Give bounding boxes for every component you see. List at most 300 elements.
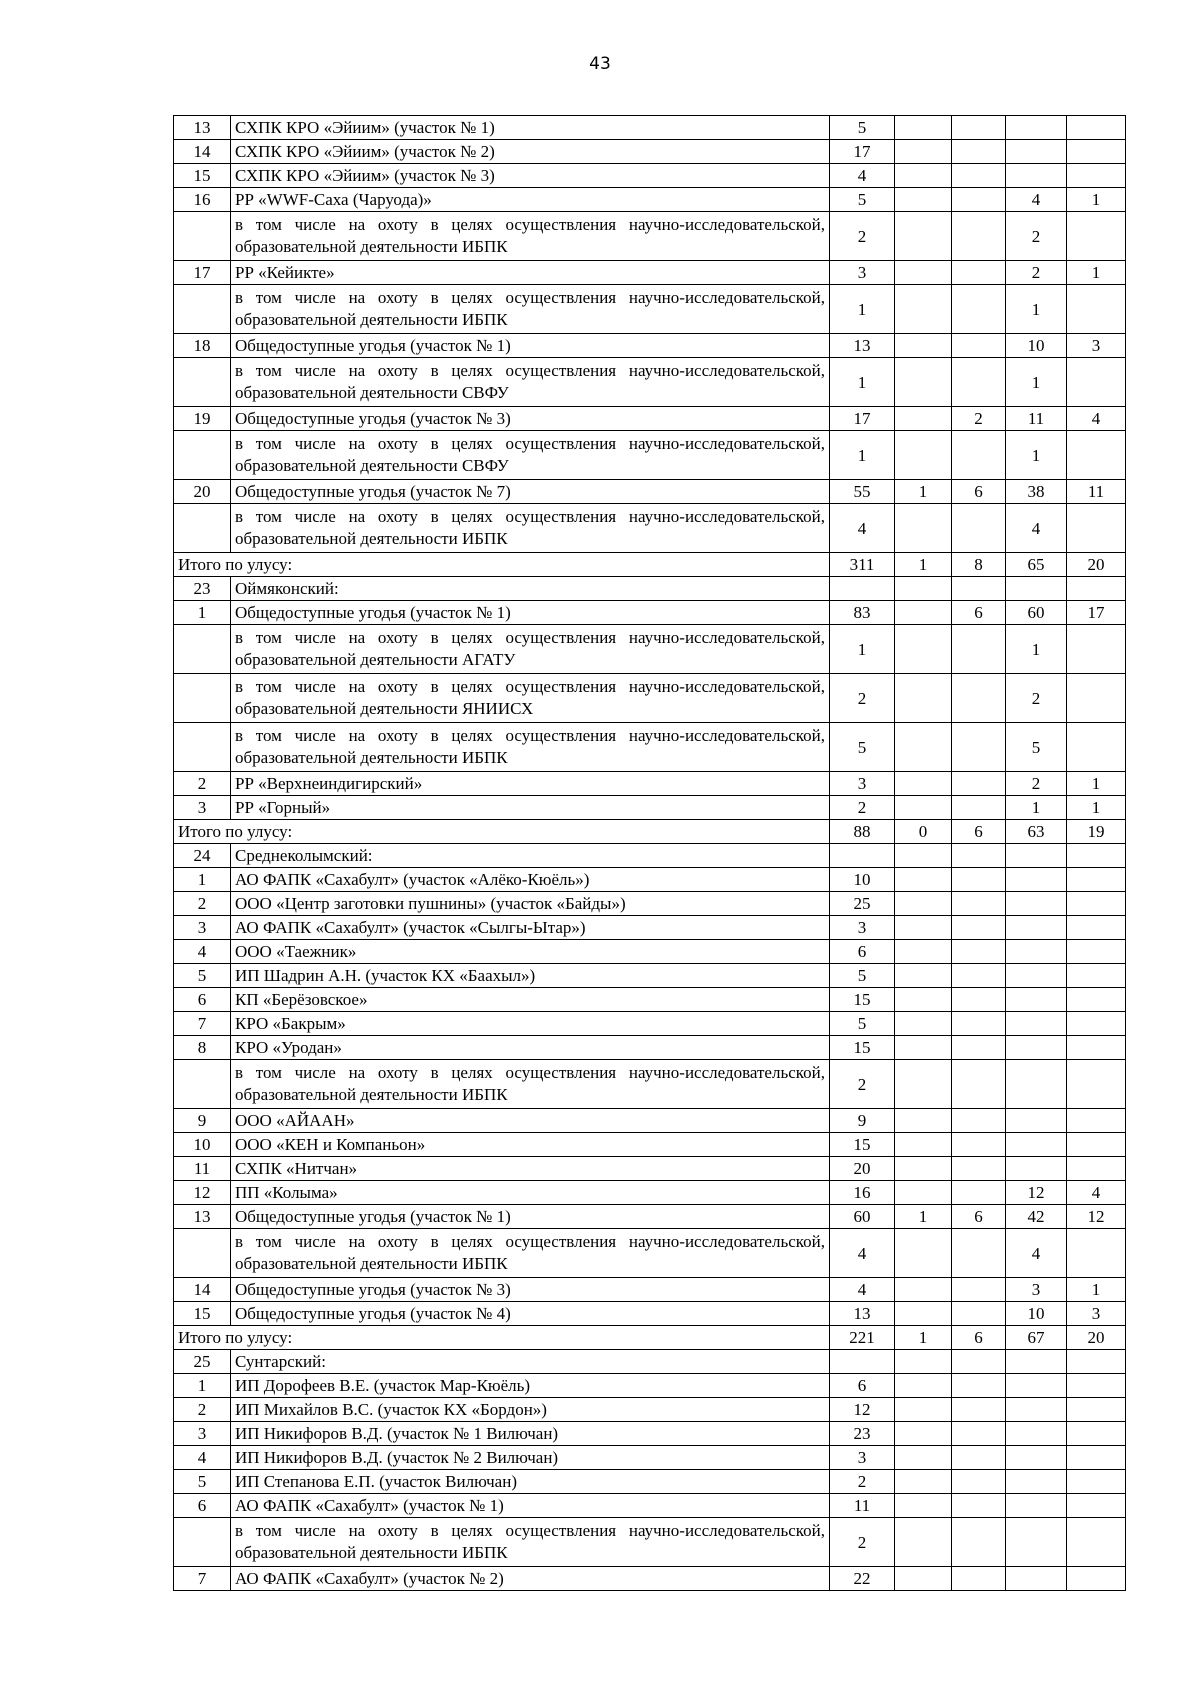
row-name: ИП Михайлов В.С. (участок КХ «Бордон»)	[231, 1398, 830, 1422]
value-cell-5: 12	[1067, 1205, 1126, 1229]
page-number: 43	[589, 54, 611, 74]
value-cell-1: 1	[830, 358, 895, 407]
row-number: 13	[174, 116, 231, 140]
value-cell-3	[952, 796, 1006, 820]
value-cell-5	[1067, 988, 1126, 1012]
row-number: 15	[174, 164, 231, 188]
table-row	[174, 1278, 1126, 1302]
value-cell-4: 12	[1006, 1181, 1067, 1205]
value-cell-3	[952, 1181, 1006, 1205]
value-cell-3	[952, 334, 1006, 358]
value-cell-2	[895, 188, 952, 212]
value-cell-3	[952, 988, 1006, 1012]
value-cell-3: 6	[952, 1326, 1006, 1350]
table-row	[174, 164, 1126, 188]
sub-row	[174, 1229, 1126, 1278]
value-cell-5	[1067, 431, 1126, 480]
value-cell-1: 4	[830, 1278, 895, 1302]
quota-table	[173, 115, 1126, 1591]
row-number: 15	[174, 1302, 231, 1326]
value-cell-4: 4	[1006, 1229, 1067, 1278]
value-cell-1: 5	[830, 1012, 895, 1036]
value-cell-1: 13	[830, 334, 895, 358]
value-cell-5	[1067, 916, 1126, 940]
value-cell-2: 1	[895, 1205, 952, 1229]
value-cell-5	[1067, 1036, 1126, 1060]
value-cell-3	[952, 1278, 1006, 1302]
table-row	[174, 940, 1126, 964]
value-cell-3	[952, 1494, 1006, 1518]
row-number: 24	[174, 844, 231, 868]
row-name: Общедоступные угодья (участок № 3)	[231, 407, 830, 431]
row-name: Общедоступные угодья (участок № 1)	[231, 334, 830, 358]
value-cell-1: 15	[830, 988, 895, 1012]
table-row	[174, 334, 1126, 358]
row-number: 6	[174, 988, 231, 1012]
value-cell-2	[895, 116, 952, 140]
value-cell-4: 10	[1006, 1302, 1067, 1326]
sub-description: в том числе на охоту в целях осуществления научно-исследовательской, образовательной деятельности ИБПК	[231, 285, 830, 334]
value-cell-3	[952, 577, 1006, 601]
row-name: СХПК КРО «Эйиим» (участок № 1)	[231, 116, 830, 140]
value-cell-5	[1067, 1446, 1126, 1470]
value-cell-1: 2	[830, 212, 895, 261]
value-cell-1: 2	[830, 1470, 895, 1494]
value-cell-5	[1067, 1518, 1126, 1567]
value-cell-3	[952, 723, 1006, 772]
row-name: ИП Никифоров В.Д. (участок № 1 Вилючан)	[231, 1422, 830, 1446]
row-name: ООО «АЙААН»	[231, 1109, 830, 1133]
value-cell-2	[895, 1398, 952, 1422]
row-name: ИП Шадрин А.Н. (участок КХ «Баахыл»)	[231, 964, 830, 988]
sub-row	[174, 723, 1126, 772]
value-cell-4	[1006, 892, 1067, 916]
value-cell-1: 4	[830, 504, 895, 553]
value-cell-5	[1067, 1567, 1126, 1591]
value-cell-5	[1067, 1494, 1126, 1518]
value-cell-2	[895, 772, 952, 796]
row-number: 2	[174, 892, 231, 916]
value-cell-5	[1067, 116, 1126, 140]
total-row	[174, 1326, 1126, 1350]
row-number: 25	[174, 1350, 231, 1374]
row-name: Общедоступные угодья (участок № 1)	[231, 601, 830, 625]
value-cell-3: 6	[952, 820, 1006, 844]
value-cell-1: 4	[830, 164, 895, 188]
table-row	[174, 868, 1126, 892]
value-cell-1: 2	[830, 796, 895, 820]
table-row	[174, 601, 1126, 625]
value-cell-3: 8	[952, 553, 1006, 577]
sub-description: в том числе на охоту в целях осуществления научно-исследовательской, образовательной деятельности АГАТУ	[231, 625, 830, 674]
value-cell-2	[895, 892, 952, 916]
value-cell-4: 4	[1006, 504, 1067, 553]
row-number: 11	[174, 1157, 231, 1181]
row-number: 4	[174, 940, 231, 964]
sub-description: в том числе на охоту в целях осуществления научно-исследовательской, образовательной деятельности ИБПК	[231, 723, 830, 772]
value-cell-1: 17	[830, 140, 895, 164]
value-cell-4	[1006, 988, 1067, 1012]
table-row	[174, 1446, 1126, 1470]
value-cell-5	[1067, 674, 1126, 723]
row-number: 1	[174, 868, 231, 892]
row-name: ИП Степанова Е.П. (участок Вилючан)	[231, 1470, 830, 1494]
value-cell-3	[952, 1470, 1006, 1494]
value-cell-4	[1006, 1374, 1067, 1398]
row-number: 17	[174, 261, 231, 285]
value-cell-1: 16	[830, 1181, 895, 1205]
value-cell-4: 3	[1006, 1278, 1067, 1302]
value-cell-5	[1067, 358, 1126, 407]
value-cell-4	[1006, 964, 1067, 988]
value-cell-1: 5	[830, 964, 895, 988]
table-row	[174, 407, 1126, 431]
value-cell-4	[1006, 1036, 1067, 1060]
value-cell-1: 5	[830, 116, 895, 140]
value-cell-4	[1006, 116, 1067, 140]
total-label: Итого по улусу:	[174, 1326, 830, 1350]
value-cell-3: 2	[952, 407, 1006, 431]
value-cell-5: 1	[1067, 772, 1126, 796]
sub-description: в том числе на охоту в целях осуществления научно-исследовательской, образовательной деятельности ИБПК	[231, 212, 830, 261]
row-number	[174, 1060, 231, 1109]
value-cell-4: 2	[1006, 261, 1067, 285]
value-cell-2	[895, 431, 952, 480]
value-cell-5: 1	[1067, 796, 1126, 820]
value-cell-5	[1067, 285, 1126, 334]
value-cell-2	[895, 1060, 952, 1109]
value-cell-3	[952, 116, 1006, 140]
value-cell-3	[952, 1518, 1006, 1567]
value-cell-1: 15	[830, 1133, 895, 1157]
row-number: 5	[174, 964, 231, 988]
value-cell-5	[1067, 1060, 1126, 1109]
sub-description: в том числе на охоту в целях осуществления научно-исследовательской, образовательной деятельности ИБПК	[231, 504, 830, 553]
table-row	[174, 1398, 1126, 1422]
table-row	[174, 1302, 1126, 1326]
value-cell-1: 9	[830, 1109, 895, 1133]
value-cell-2	[895, 212, 952, 261]
row-number	[174, 723, 231, 772]
value-cell-5	[1067, 164, 1126, 188]
total-row	[174, 553, 1126, 577]
value-cell-5: 11	[1067, 480, 1126, 504]
value-cell-4: 65	[1006, 553, 1067, 577]
value-cell-2: 0	[895, 820, 952, 844]
total-label: Итого по улусу:	[174, 553, 830, 577]
value-cell-3	[952, 844, 1006, 868]
row-name: ИП Никифоров В.Д. (участок № 2 Вилючан)	[231, 1446, 830, 1470]
value-cell-1: 20	[830, 1157, 895, 1181]
value-cell-5: 4	[1067, 1181, 1126, 1205]
value-cell-4: 11	[1006, 407, 1067, 431]
value-cell-5	[1067, 1470, 1126, 1494]
value-cell-3: 6	[952, 480, 1006, 504]
sub-row	[174, 1518, 1126, 1567]
row-name: ООО «КЕН и Компаньон»	[231, 1133, 830, 1157]
row-number: 6	[174, 1494, 231, 1518]
value-cell-1: 13	[830, 1302, 895, 1326]
value-cell-3	[952, 1060, 1006, 1109]
value-cell-2	[895, 1157, 952, 1181]
value-cell-1: 5	[830, 188, 895, 212]
sub-description: в том числе на охоту в целях осуществления научно-исследовательской, образовательной деятельности СВФУ	[231, 358, 830, 407]
value-cell-3	[952, 940, 1006, 964]
value-cell-4	[1006, 1518, 1067, 1567]
row-number: 8	[174, 1036, 231, 1060]
value-cell-2	[895, 1036, 952, 1060]
value-cell-5	[1067, 868, 1126, 892]
value-cell-4: 10	[1006, 334, 1067, 358]
value-cell-5	[1067, 1229, 1126, 1278]
value-cell-2	[895, 916, 952, 940]
value-cell-2: 1	[895, 1326, 952, 1350]
value-cell-3	[952, 625, 1006, 674]
value-cell-4	[1006, 1157, 1067, 1181]
value-cell-4	[1006, 1470, 1067, 1494]
row-number: 3	[174, 916, 231, 940]
value-cell-5: 4	[1067, 407, 1126, 431]
value-cell-2	[895, 940, 952, 964]
value-cell-5	[1067, 577, 1126, 601]
sub-row	[174, 285, 1126, 334]
value-cell-4: 4	[1006, 188, 1067, 212]
value-cell-1: 25	[830, 892, 895, 916]
value-cell-3	[952, 212, 1006, 261]
value-cell-4	[1006, 916, 1067, 940]
value-cell-2	[895, 1446, 952, 1470]
value-cell-1: 1	[830, 431, 895, 480]
value-cell-1: 4	[830, 1229, 895, 1278]
value-cell-1: 83	[830, 601, 895, 625]
row-number: 20	[174, 480, 231, 504]
sub-description: в том числе на охоту в целях осуществления научно-исследовательской, образовательной деятельности ИБПК	[231, 1229, 830, 1278]
value-cell-1: 60	[830, 1205, 895, 1229]
value-cell-2	[895, 504, 952, 553]
value-cell-1: 3	[830, 772, 895, 796]
value-cell-4: 42	[1006, 1205, 1067, 1229]
value-cell-2	[895, 964, 952, 988]
value-cell-3	[952, 1229, 1006, 1278]
value-cell-4	[1006, 1133, 1067, 1157]
row-name: Сунтарский:	[231, 1350, 830, 1374]
value-cell-4	[1006, 1109, 1067, 1133]
row-number	[174, 431, 231, 480]
table-row	[174, 1133, 1126, 1157]
row-number: 9	[174, 1109, 231, 1133]
table-row	[174, 1567, 1126, 1591]
value-cell-1: 2	[830, 674, 895, 723]
row-number	[174, 212, 231, 261]
table-row	[174, 188, 1126, 212]
row-number: 23	[174, 577, 231, 601]
value-cell-2	[895, 140, 952, 164]
table-row	[174, 577, 1126, 601]
row-name: СХПК КРО «Эйиим» (участок № 3)	[231, 164, 830, 188]
value-cell-2	[895, 988, 952, 1012]
value-cell-4: 60	[1006, 601, 1067, 625]
value-cell-4	[1006, 1494, 1067, 1518]
value-cell-5	[1067, 892, 1126, 916]
value-cell-3	[952, 1133, 1006, 1157]
value-cell-5: 3	[1067, 1302, 1126, 1326]
table-row	[174, 964, 1126, 988]
value-cell-3	[952, 164, 1006, 188]
row-name: РР «Горный»	[231, 796, 830, 820]
value-cell-4: 1	[1006, 625, 1067, 674]
row-number: 10	[174, 1133, 231, 1157]
value-cell-4: 1	[1006, 285, 1067, 334]
value-cell-1: 6	[830, 940, 895, 964]
value-cell-1: 6	[830, 1374, 895, 1398]
value-cell-5	[1067, 1157, 1126, 1181]
value-cell-4	[1006, 1060, 1067, 1109]
row-name: ИП Дорофеев В.Е. (участок Мар-Кюёль)	[231, 1374, 830, 1398]
row-number	[174, 285, 231, 334]
value-cell-5	[1067, 1350, 1126, 1374]
value-cell-3: 6	[952, 601, 1006, 625]
row-number	[174, 358, 231, 407]
value-cell-5: 19	[1067, 820, 1126, 844]
row-name: Общедоступные угодья (участок № 1)	[231, 1205, 830, 1229]
value-cell-2	[895, 1567, 952, 1591]
row-name: РР «Кейикте»	[231, 261, 830, 285]
value-cell-2	[895, 723, 952, 772]
value-cell-4: 67	[1006, 1326, 1067, 1350]
value-cell-4	[1006, 868, 1067, 892]
row-number	[174, 504, 231, 553]
row-number: 13	[174, 1205, 231, 1229]
value-cell-1: 221	[830, 1326, 895, 1350]
value-cell-4: 1	[1006, 796, 1067, 820]
value-cell-3	[952, 1302, 1006, 1326]
value-cell-1: 3	[830, 261, 895, 285]
value-cell-4: 1	[1006, 431, 1067, 480]
sub-row	[174, 212, 1126, 261]
value-cell-4: 38	[1006, 480, 1067, 504]
row-name: АО ФАПК «Сахабулт» (участок «Сылгы-Ытар»)	[231, 916, 830, 940]
value-cell-2	[895, 674, 952, 723]
value-cell-1	[830, 577, 895, 601]
value-cell-2	[895, 407, 952, 431]
value-cell-5: 1	[1067, 1278, 1126, 1302]
value-cell-2	[895, 1012, 952, 1036]
row-name: АО ФАПК «Сахабулт» (участок № 1)	[231, 1494, 830, 1518]
row-number: 5	[174, 1470, 231, 1494]
value-cell-4: 2	[1006, 674, 1067, 723]
sub-description: в том числе на охоту в целях осуществления научно-исследовательской, образовательной деятельности ИБПК	[231, 1060, 830, 1109]
row-number: 16	[174, 188, 231, 212]
value-cell-1: 17	[830, 407, 895, 431]
row-name: ООО «Таежник»	[231, 940, 830, 964]
value-cell-4	[1006, 1567, 1067, 1591]
row-name: Общедоступные угодья (участок № 3)	[231, 1278, 830, 1302]
table-row	[174, 1205, 1126, 1229]
value-cell-5	[1067, 844, 1126, 868]
value-cell-5	[1067, 940, 1126, 964]
value-cell-5: 17	[1067, 601, 1126, 625]
value-cell-1: 22	[830, 1567, 895, 1591]
sub-row	[174, 625, 1126, 674]
row-name: КРО «Уродан»	[231, 1036, 830, 1060]
row-name: ООО «Центр заготовки пушнины» (участок «Байды»)	[231, 892, 830, 916]
value-cell-1: 2	[830, 1060, 895, 1109]
value-cell-2	[895, 261, 952, 285]
row-name: Общедоступные угодья (участок № 7)	[231, 480, 830, 504]
value-cell-4: 63	[1006, 820, 1067, 844]
row-name: РР «Верхнеиндигирский»	[231, 772, 830, 796]
value-cell-3	[952, 188, 1006, 212]
value-cell-5	[1067, 1398, 1126, 1422]
value-cell-2: 1	[895, 480, 952, 504]
row-number	[174, 625, 231, 674]
sub-description: в том числе на охоту в целях осуществления научно-исследовательской, образовательной деятельности СВФУ	[231, 431, 830, 480]
value-cell-5	[1067, 625, 1126, 674]
table-row	[174, 1470, 1126, 1494]
value-cell-1: 88	[830, 820, 895, 844]
value-cell-3	[952, 1446, 1006, 1470]
row-number	[174, 1229, 231, 1278]
row-name: Оймяконский:	[231, 577, 830, 601]
value-cell-3	[952, 1109, 1006, 1133]
value-cell-3: 6	[952, 1205, 1006, 1229]
value-cell-5: 1	[1067, 188, 1126, 212]
value-cell-1: 1	[830, 625, 895, 674]
value-cell-4	[1006, 844, 1067, 868]
value-cell-1: 12	[830, 1398, 895, 1422]
value-cell-2	[895, 1181, 952, 1205]
value-cell-5	[1067, 1422, 1126, 1446]
value-cell-4: 5	[1006, 723, 1067, 772]
value-cell-4	[1006, 1446, 1067, 1470]
value-cell-3	[952, 868, 1006, 892]
value-cell-3	[952, 1012, 1006, 1036]
table-row	[174, 140, 1126, 164]
value-cell-3	[952, 1567, 1006, 1591]
value-cell-5	[1067, 1012, 1126, 1036]
row-number: 18	[174, 334, 231, 358]
value-cell-2	[895, 1278, 952, 1302]
value-cell-5: 20	[1067, 1326, 1126, 1350]
value-cell-1: 5	[830, 723, 895, 772]
row-number: 4	[174, 1446, 231, 1470]
table-row	[174, 116, 1126, 140]
value-cell-1	[830, 1350, 895, 1374]
value-cell-5	[1067, 1374, 1126, 1398]
table-row	[174, 892, 1126, 916]
row-number: 14	[174, 1278, 231, 1302]
value-cell-4: 2	[1006, 212, 1067, 261]
row-name: РР «WWF-Саха (Чаруода)»	[231, 188, 830, 212]
value-cell-3	[952, 964, 1006, 988]
total-label: Итого по улусу:	[174, 820, 830, 844]
value-cell-3	[952, 431, 1006, 480]
table-row	[174, 1350, 1126, 1374]
value-cell-1: 23	[830, 1422, 895, 1446]
row-number: 3	[174, 796, 231, 820]
sub-row	[174, 674, 1126, 723]
table-row	[174, 796, 1126, 820]
value-cell-4	[1006, 1012, 1067, 1036]
value-cell-3	[952, 358, 1006, 407]
sub-row	[174, 1060, 1126, 1109]
value-cell-3	[952, 674, 1006, 723]
table-row	[174, 261, 1126, 285]
value-cell-2	[895, 1109, 952, 1133]
value-cell-4	[1006, 577, 1067, 601]
table-row	[174, 988, 1126, 1012]
value-cell-4: 1	[1006, 358, 1067, 407]
